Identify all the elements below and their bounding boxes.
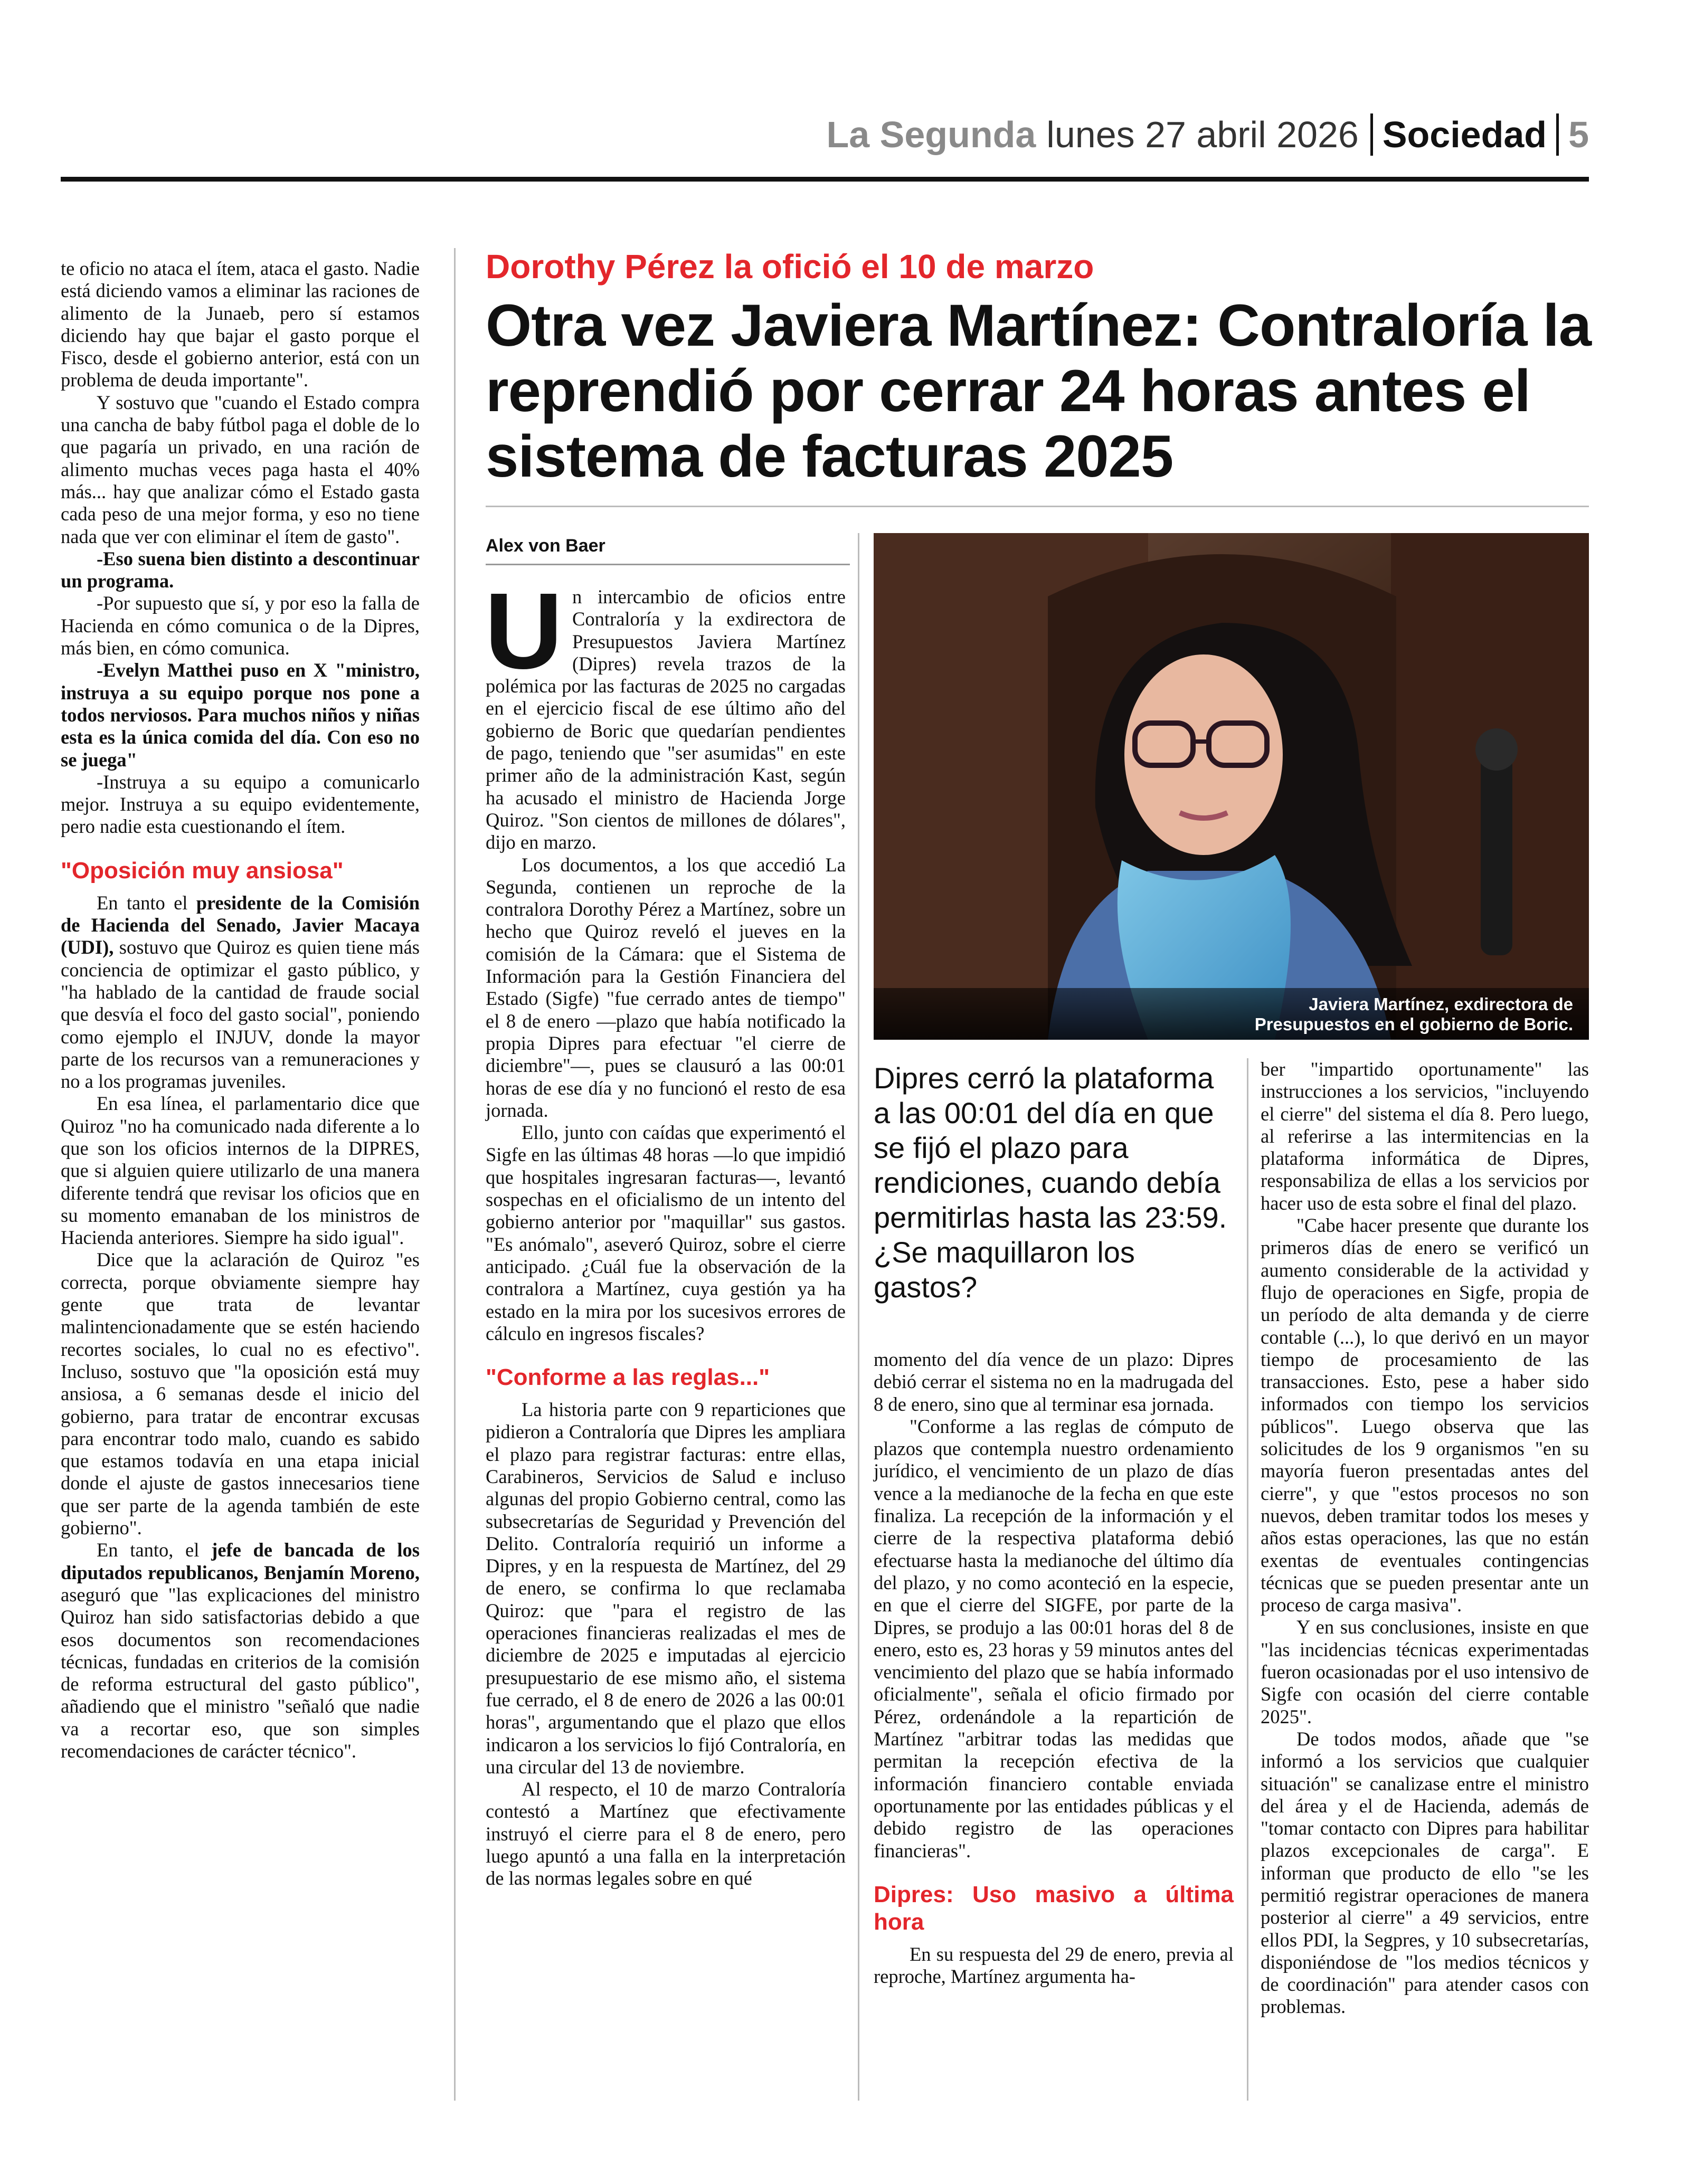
portrait-illustration <box>874 533 1589 1040</box>
paragraph: Y en sus conclusiones, insiste en que "las incidencias técnicas experimentadas fueron ocasionadas por el uso intensivo de Sigfe con ocasión del cierre contable 2025". <box>1261 1616 1589 1727</box>
column-divider <box>1247 1058 1248 2101</box>
paragraph <box>61 1539 420 1762</box>
bold-text-run: jefe de bancada de los diputados republicanos, Benjamín Moreno, <box>61 1539 420 1583</box>
column-4 <box>1261 1058 1589 2018</box>
paragraph: Ello, junto con caídas que experimentó el Sigfe en las últimas 48 horas —lo que impidió que hospitales ingresaran facturas—, levantó sospechas en el oficialismo de un intento del gobierno anterior por "maquillar" sus gastos. "Es anómalo", aseveró Quiroz, sobre el cierre anticipado. ¿Cuál fue la observación de la contralora a Martínez, cuya gestión ya ha estado en la mira por los sucesivos errores de cálculo en ingresos fiscales? <box>486 1122 846 1344</box>
column-divider <box>858 533 859 2101</box>
subheading: Dipres: Uso masivo a última hora <box>874 1881 1234 1935</box>
section-name: Sociedad <box>1370 113 1547 156</box>
paragraph: Los documentos, a los que accedió La Segunda, contienen un reproche de la contralora Dorothy Pérez a Martínez, sobre un hecho que Quiroz reveló el jueves en la comisión de la Cámara: que el Sistema de Información para la Gestión Financiera del Estado (Sigfe) "fue cerrado antes de tiempo" el 8 de enero —plazo que había notificado la propia Dipres para efectuar "el cierre de diciembre"—, pues se clausuró a las 00:01 horas de ese día y no funcionó el resto de esa jornada. <box>486 853 846 1121</box>
article-headline: Otra vez Javiera Martínez: Contraloría la reprendió por cerrar 24 horas antes el sistema de facturas 2025 <box>486 292 1591 489</box>
text-run: n intercambio de oficios entre Contraloría y la exdirectora de Presupuestos Javiera Martínez (Dipres) revela trazos de la polémica por las facturas de 2025 no cargadas en el ejercicio fiscal de ese último año del gobierno de Boric que quedarían pendientes de pago, teniendo que "ser asumidas" en este primer año de la administración Kast, según ha acusado el ministro de Hacienda Jorge Quiroz. "Son cientos de millones de dólares", dijo en marzo. <box>486 586 846 853</box>
interview-answer: -Por supuesto que sí, y por eso la falla de Hacienda en cómo comunica o de la Dipres, más bien, en cómo comunica. <box>61 592 420 659</box>
paragraph: En su respuesta del 29 de enero, previa al reproche, Martínez argumenta ha- <box>874 1943 1234 1988</box>
text-run: En tanto, el <box>97 1539 212 1561</box>
text-run: sostuvo que Quiroz es quien tiene más conciencia de optimizar el gasto público, y "ha hablado de la cantidad de fraude social que desvía el foco del gasto social", poniendo como ejemplo el INJUV, donde la mayor parte de los recursos van a remuneraciones y no a los programas juveniles. <box>61 936 420 1093</box>
paragraph: De todos modos, añade que "se informó a los servicios que cualquier situación" se canalizase entre el ministro del área y el de Hacienda, además de "tomar contacto con Dipres para habilitar plazos excepcionales de carga". E informan que producto de ello "se les permitió registrar operaciones de manera posterior al cierre" a 49 servicios, entre ellos PDI, la Segpres, y 10 subsecretarías, disponiéndose de "los medios técnicos y de coordinación" para atender casos con problemas. <box>1261 1727 1589 2018</box>
column-divider <box>454 248 456 2101</box>
page-header <box>61 108 1589 182</box>
page-number: 5 <box>1556 113 1589 156</box>
headline-divider <box>486 506 1589 507</box>
bold-text-run: presidente de la Comisión de Hacienda del Senado, Javier Macaya (UDI), <box>61 891 420 958</box>
subheading: "Oposición muy ansiosa" <box>61 857 344 884</box>
paragraph: Dice que la aclaración de Quiroz "es correcta, porque obviamente siempre hay gente que trata de levantar malintencionadamente que se estén haciendo recortes sociales, lo cual no es efectivo". Incluso, sostuvo que "la oposición está muy ansiosa, a 6 semanas desde el inicio del gobierno, para tratar de encontrar excusas para encontrar todo malo, cuando es sabido que estamos todavía en una etapa inicial donde el ajuste de gastos innecesarios tiene que ser parte de la agenda también de este gobierno". <box>61 1249 420 1539</box>
byline: Alex von Baer <box>486 536 850 565</box>
paragraph: momento del día vence de un plazo: Dipres debió cerrar el sistema no en la madrugada del 8 de enero, sino que al terminar esa jornada. <box>874 1349 1234 1415</box>
header-bar <box>827 108 1589 161</box>
lead-paragraph <box>485 571 846 854</box>
article-photo <box>874 533 1589 1040</box>
photo-caption-band <box>874 988 1589 1040</box>
paragraph: ber "impartido oportunamente" las instrucciones a los servicios, "incluyendo el cierre" del sistema el día 8. Pero luego, al referirse a las intermitencias en la plataforma informática de Dipres, responsabiliza de ellas a los servicios por hacer uso de esta sobre el final del plazo. <box>1261 1058 1589 1214</box>
paragraph: La historia parte con 9 reparticiones que pidieron a Contraloría que Dipres les ampliara el plazo para registrar facturas: entre ellas, Carabineros, Servicios de Salud e incluso algunas del propio Gobierno central, como las subsecretarías de Seguridad y Prevención del Delito. Contraloría requirió un informe a Dipres, y en la respuesta de Martínez, del 29 de enero, se confirma lo que reclamaba Quiroz: que "para el registro de las operaciones financieras realizadas el mes de diciembre de 2025 e imputadas al ejercicio presupuestario de ese mismo año, el sistema fue cerrado, el 8 de enero de 2026 a las 00:01 horas", argumentando que el plazo que ellos indicaron a los servicios lo fijó Contraloría, en una circular del 13 de noviembre. <box>486 1399 846 1778</box>
interview-question: -Evelyn Matthei puso en X "ministro, instruya a su equipo porque nos pone a todos nerviosos. Para muchos niños y niñas esta es la única comida del día. Con eso no se juega" <box>61 659 420 771</box>
drop-cap: U <box>485 571 563 691</box>
text-run: aseguró que "las explicaciones del ministro Quiroz han sido satisfactorias debido a que esos documentos son recomendaciones técnicas, fundadas en criterios de la comisión de reforma estructural del gasto público", añadiendo que el ministro "señaló que nadie va a recortar eso, que son simples recomendaciones de carácter técnico". <box>61 1583 420 1762</box>
paragraph: "Cabe hacer presente que durante los primeros días de enero se verificó un aumento considerable de la actividad y flujo de operaciones en Sigfe, propia de un período de alta demanda y de cierre contable (...), lo que derivó en un mayor tiempo de procesamiento de las transacciones. Esto, pese a haber sido informados con tiempo los servicios públicos". Luego observa que las solicitudes de los 9 organismos "en su mayoría fueron presentadas antes del cierre", y que "estos procesos no son nuevos, deben tramitar todos los meses y años estas operaciones, las que no están exentas de eventuales contingencias técnicas que se pueden presentar ante un proceso de carga masiva". <box>1261 1214 1589 1616</box>
interview-question: -Eso suena bien distinto a descontinuar un programa. <box>61 547 420 592</box>
column-1 <box>61 258 420 1762</box>
publication-name: La Segunda <box>826 114 1036 155</box>
text-run: En tanto el <box>97 891 196 914</box>
paragraph: "Conforme a las reglas de cómputo de plazos que contempla nuestro ordenamiento jurídico, el vencimiento de un plazo de días vence a la medianoche de la fecha en que este finaliza. La recepción de la información y el cierre de la respectiva plataforma debió efectuarse hasta la medianoche del último día del plazo, y no como aconteció en la especie, en que el cierre del SIGFE, por parte de la Dipres, se produjo a las 00:01 horas del 8 de enero, esto es, 23 horas y 59 minutos antes del vencimiento del plazo que se había informado oficialmente", señala el oficio firmado por Pérez, ordenándole a la repartición de Martínez "arbitrar todas las medidas que permitan la recepción efectiva de la información financiero contable enviada oportunamente por las entidades públicas y el debido registro de las operaciones financieras". <box>874 1415 1234 1862</box>
interview-answer: -Instruya a su equipo a comunicarlo mejor. Instruya a su equipo evidentemente, pero nadie esta cuestionando el ítem. <box>61 771 420 838</box>
paragraph: En esa línea, el parlamentario dice que Quiroz "no ha comunicado nada diferente a lo que son los oficios internos de la DIPRES, que si alguien quiere utilizarlo de una manera diferente tendrá que revisar los oficios que en su momento emanaban de los ministros de Hacienda anteriores. Siempre ha sido igual". <box>61 1093 420 1249</box>
issue-date: lunes 27 abril 2026 <box>1046 114 1359 155</box>
paragraph: te oficio no ataca el ítem, ataca el gasto. Nadie está diciendo vamos a eliminar las raciones de alimento de la Junaeb, pero sí estamos diciendo hay que bajar el gasto porque el Fisco, desde el gobierno anterior, está con un problema de deuda importante". <box>61 258 420 391</box>
article-kicker: Dorothy Pérez la ofició el 10 de marzo <box>486 248 1094 286</box>
subheading: "Conforme a las reglas..." <box>486 1364 770 1391</box>
column-3 <box>874 1349 1234 1988</box>
paragraph <box>61 892 420 1093</box>
paragraph: Y sostuvo que "cuando el Estado compra una cancha de baby fútbol paga el doble de lo que pagaría un privado, en una ración de alimento muchas veces paga hasta el 40% más... hay que analizar cómo el Estado gasta cada peso de una mejor forma, y eso no tiene nada que ver con eliminar el ítem de gasto". <box>61 391 420 547</box>
paragraph: Al respecto, el 10 de marzo Contraloría contestó a Martínez que efectivamente instruyó el cierre para el 8 de enero, pero luego apuntó a una falla en la interpretación de las normas legales sobre en qué <box>486 1778 846 1889</box>
column-2 <box>485 571 846 1890</box>
photo-caption: Javiera Martínez, exdirectora de Presupuestos en el gobierno de Boric. <box>1254 994 1573 1034</box>
pull-quote: Dipres cerró la plataforma a las 00:01 del día en que se fijó el plazo para rendiciones, cuando debía permitirlas hasta las 23:59. ¿Se maquillaron los gastos? <box>874 1061 1227 1304</box>
